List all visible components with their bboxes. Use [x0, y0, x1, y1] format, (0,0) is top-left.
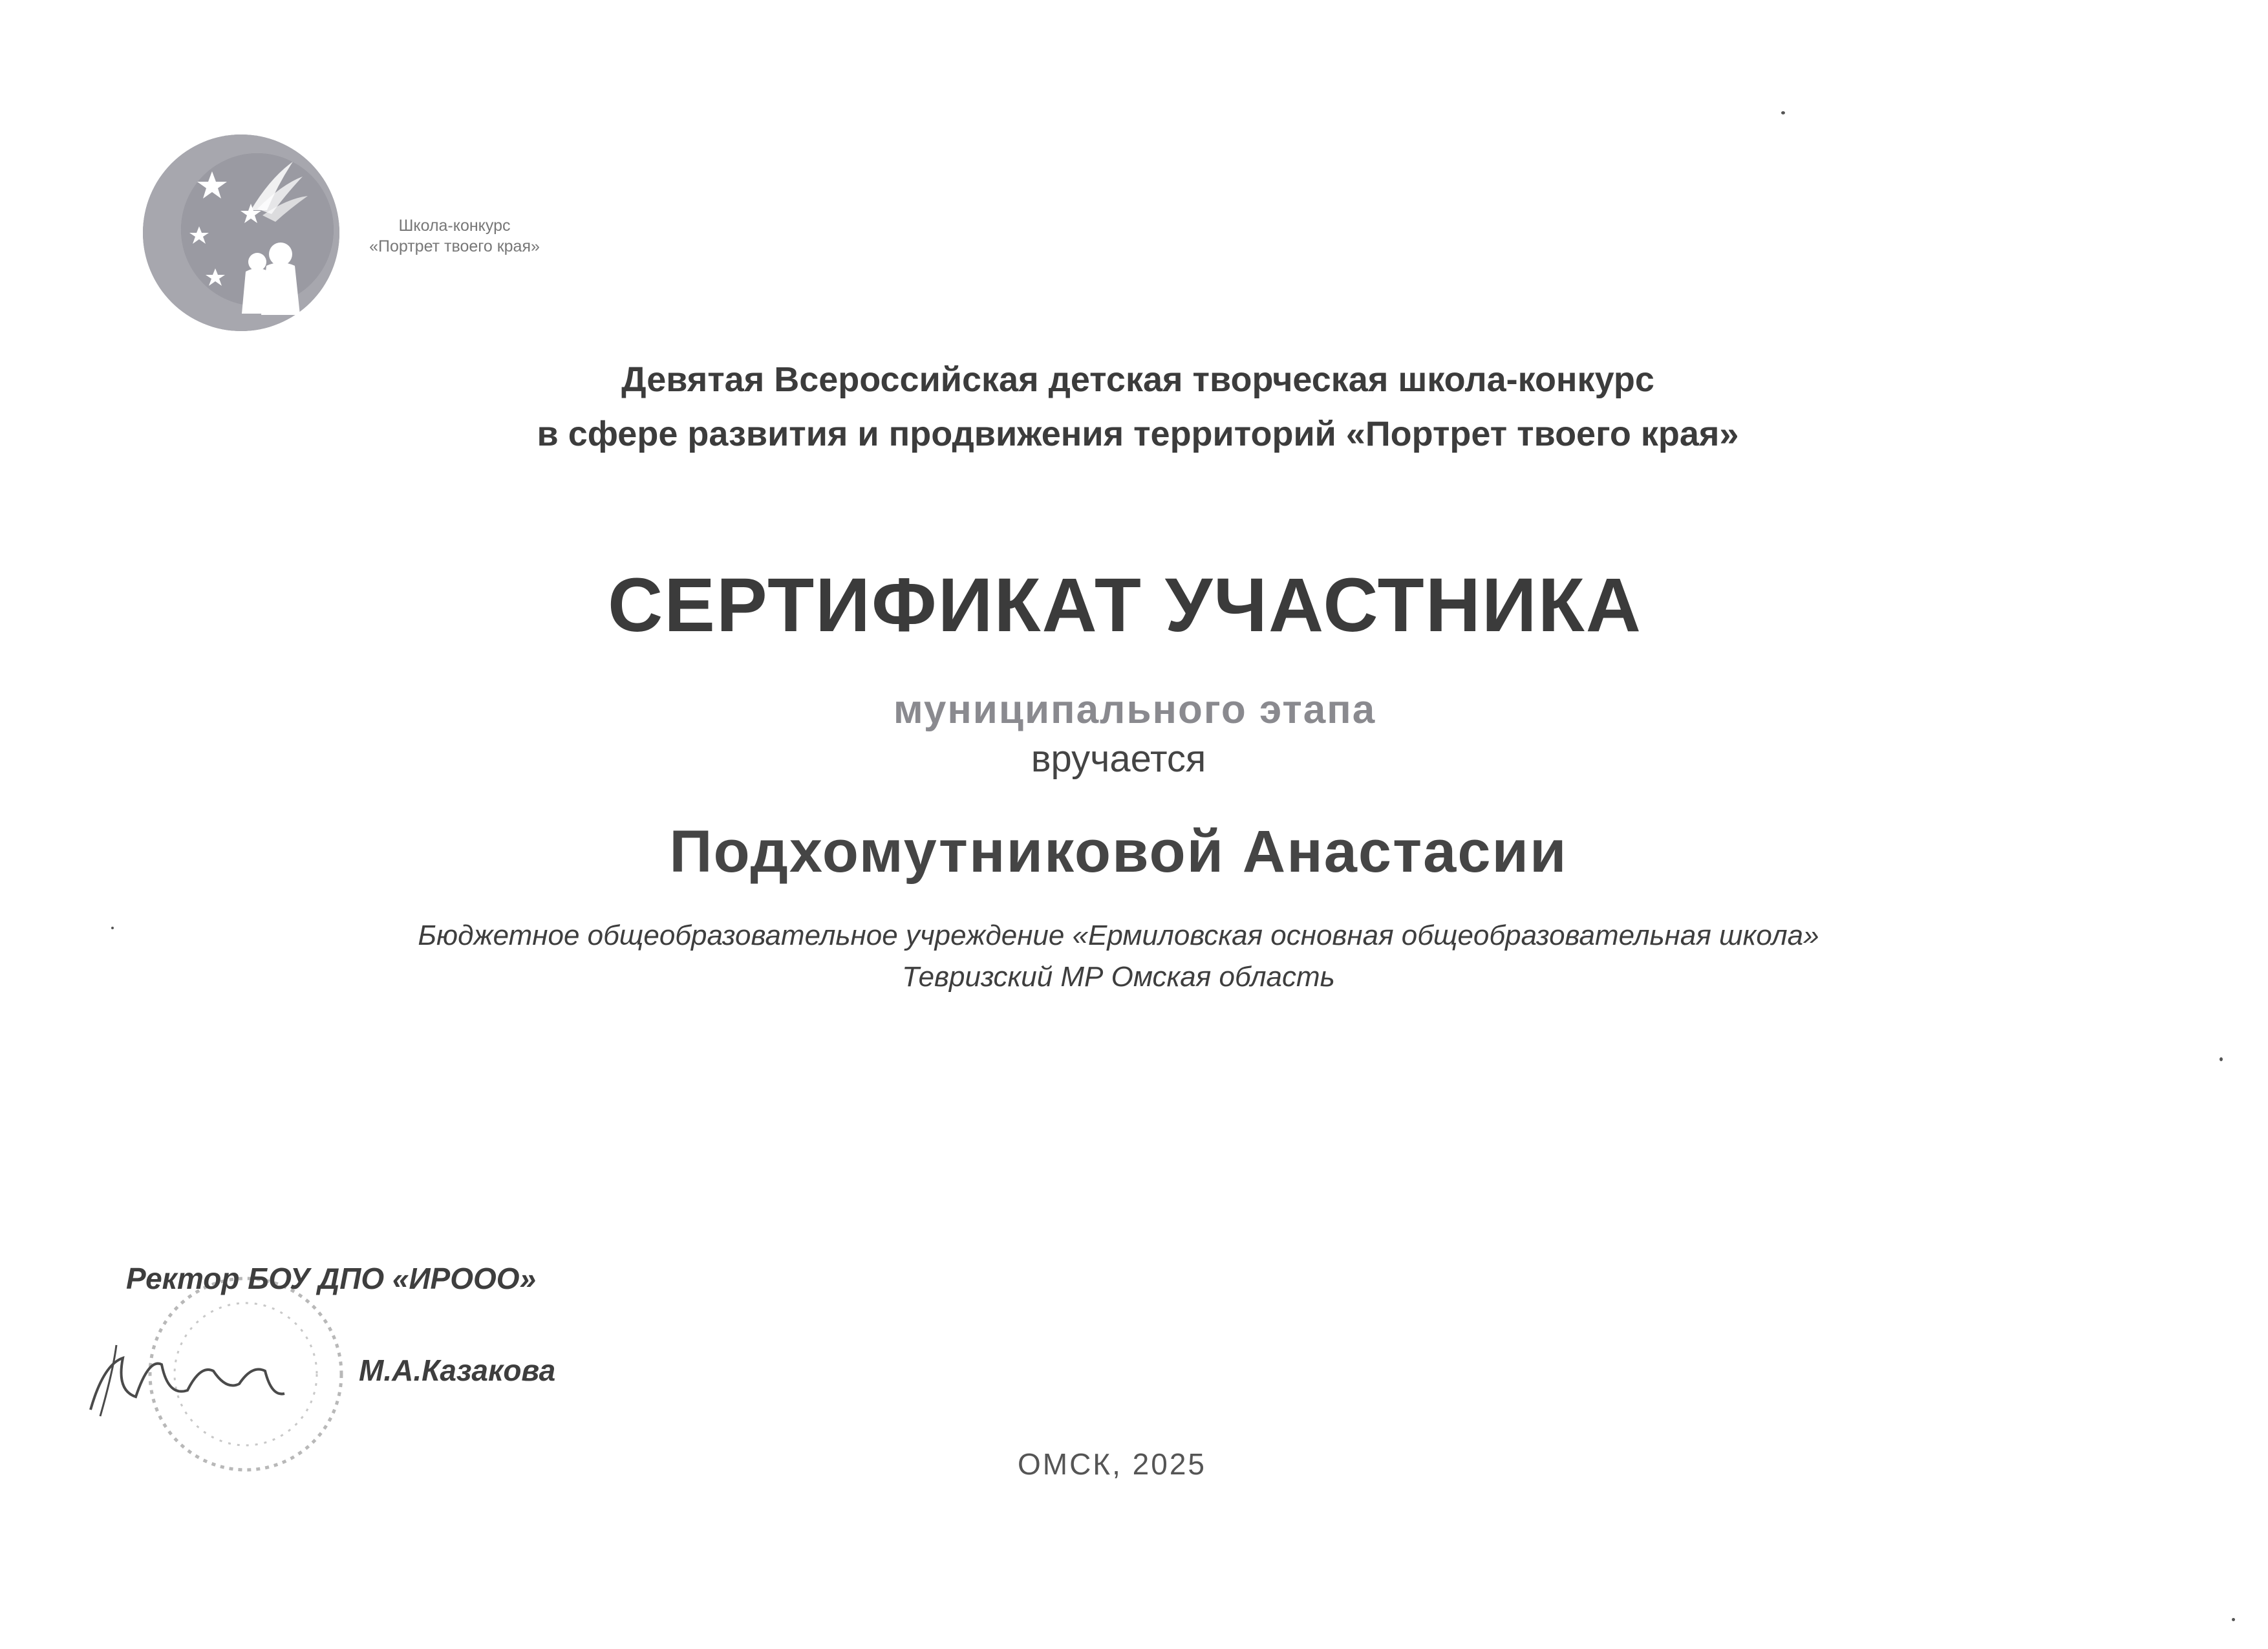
certificate-stage: муниципального этапа: [893, 687, 1376, 732]
contest-header: [323, 352, 1952, 461]
recipient-name: Подхомутниковой Анастасии: [669, 819, 1568, 885]
city-year: ОМСК, 2025: [1017, 1447, 1206, 1481]
institution-line2: Тевризский МР Омская область: [902, 961, 1335, 993]
institution-block: [194, 915, 2043, 998]
moon-stars-children-icon: [134, 133, 348, 333]
institution-line1: Бюджетное общеобразовательное учреждение «Ермиловская основная общеобразовательная школа»: [418, 920, 1819, 951]
certificate-awarded: вручается: [1031, 738, 1206, 780]
scan-speck: [111, 927, 114, 929]
logo-caption: [341, 215, 568, 257]
contest-header-line2: в сфере развития и продвижения территорий «Портрет твоего края»: [537, 415, 1739, 453]
signer-title: Ректор БОУ ДПО «ИРООО»: [126, 1262, 537, 1295]
handwritten-signature-icon: [91, 1358, 284, 1410]
round-stamp-icon: [78, 1267, 349, 1481]
scan-speck: [2220, 1057, 2223, 1061]
scan-speck: [1781, 111, 1785, 114]
logo-caption-line1: Школа-конкурс: [398, 217, 511, 235]
contest-header-line1: Девятая Всероссийская детская творческая школа-конкурс: [621, 360, 1654, 399]
scan-speck: [2232, 1618, 2235, 1621]
signer-name: М.А.Казакова: [359, 1353, 556, 1387]
logo-caption-line2: «Портрет твоего края»: [369, 237, 540, 255]
certificate-title: СЕРТИФИКАТ УЧАСТНИКА: [608, 563, 1642, 648]
